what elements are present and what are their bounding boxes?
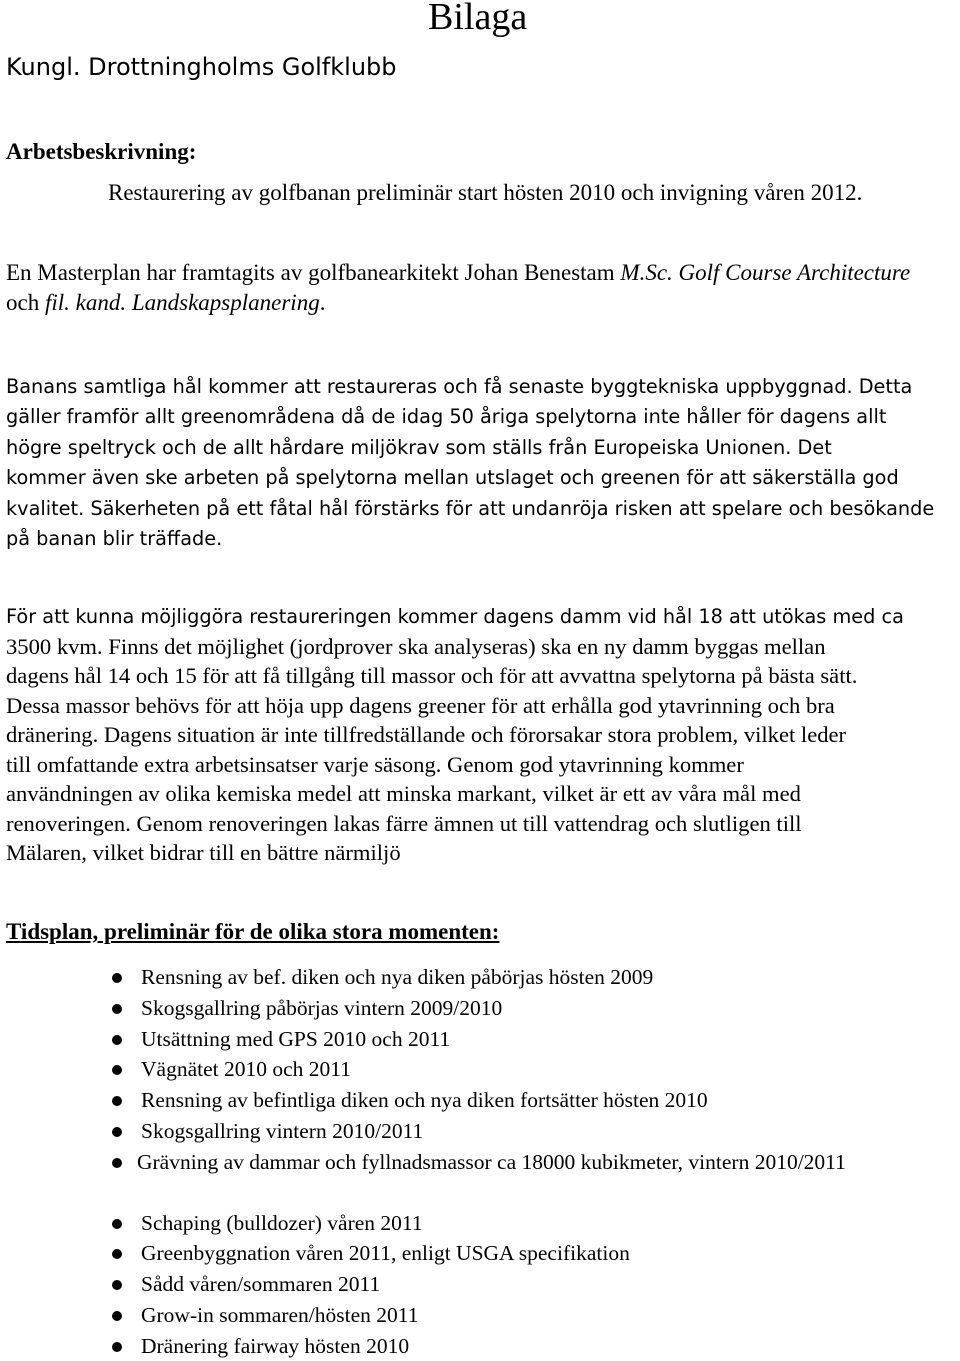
pond-paragraph [6,602,956,868]
schedule-item-text: Sådd våren/sommaren 2011 [141,1272,381,1296]
paragraph-line: dränering. Dagens situation är inte tillfredställande och förorsakar stora problem, vilket leder [6,722,847,747]
schedule-item-text: Rensning av befintliga diken och nya diken fortsätter hösten 2010 [141,1088,708,1112]
restoration-paragraph [6,372,956,554]
schedule-item-text: Skogsgallring påbörjas vintern 2009/2010 [141,996,503,1020]
paragraph-line: renoveringen. Genom renoveringen lakas färre ämnen ut till vattendrag och slutligen till [6,810,802,836]
schedule-item-text: Utsättning med GPS 2010 och 2011 [141,1027,451,1051]
bullet-icon [112,1096,122,1106]
paragraph-line: kommer även ske arbeten på spelytorna mellan utslaget och greenen för att säkerställa god [6,466,899,490]
paragraph-line: användningen av olika kemiska medel att minska markant, vilket är ett av våra mål med [6,781,801,806]
bullet-icon [112,1127,122,1137]
paragraph-line: dagens hål 14 och 15 för att få tillgång till massor och för att avvattna spelytorna på bästa sätt. [6,663,858,688]
schedule-item-text: Grow-in sommaren/hösten 2011 [141,1303,419,1327]
schedule-item-text: Grävning av dammar och fyllnadsmassor ca 18000 kubikmeter, vintern 2010/2011 [137,1150,846,1174]
paragraph-line: 3500 kvm. Finns det möjlighet (jordprover ska analyseras) ska en ny damm byggas mellan [6,633,826,659]
club-name: Kungl. Drottningholms Golfklubb [6,53,397,81]
paragraph-line: kvalitet. Säkerheten på ett fåtal hål förstärks för att undanröja risken att spelare och besökande [6,496,935,520]
bullet-icon [112,1249,122,1259]
masterplan-text-b: och [6,290,45,315]
masterplan-paragraph [6,258,946,318]
masterplan-text-c: . [319,290,326,315]
schedule-item-text: Greenbyggnation våren 2011, enligt USGA specifikation [141,1241,630,1265]
bullet-icon [112,1280,122,1290]
bullet-icon [112,1311,122,1321]
paragraph-line: gäller framför allt greenområdena då de idag 50 åriga spelytorna inte håller för dagens allt [6,405,887,429]
bullet-icon [112,1219,122,1229]
schedule-item-text: Skogsgallring vintern 2010/2011 [141,1119,424,1143]
architect-degree-2: fil. kand. Landskapsplanering [44,290,320,315]
paragraph-line: Banans samtliga hål kommer att restaureras och få senaste byggtekniska uppbyggnad. Detta [6,375,913,398]
paragraph-line: För att kunna möjliggöra restaureringen kommer dagens damm vid hål 18 att utökas med ca [6,605,904,628]
bullet-icon [112,1065,122,1075]
schedule-item-text: Schaping (bulldozer) våren 2011 [141,1211,423,1235]
schedule-item-text: Rensning av bef. diken och nya diken påbörjas hösten 2009 [141,965,654,989]
paragraph-line: Dessa massor behövs för att höja upp dagens greener för att erhålla god ytavrinning och bra [6,692,835,718]
paragraph-line: högre speltryck och de allt hårdare miljökrav som ställs från Europeiska Unionen. Det [6,435,832,459]
project-subtitle: Restaurering av golfbanan preliminär start hösten 2010 och invigning våren 2012. [108,180,863,205]
bullet-icon [112,973,122,983]
tidsplan-heading: Tidsplan, preliminär för de olika stora momenten: [6,919,500,944]
schedule-item-text: Vägnätet 2010 och 2011 [141,1057,351,1081]
schedule-item-text: Dränering fairway hösten 2010 [141,1334,410,1358]
arbetsbeskrivning-heading: Arbetsbeskrivning: [6,139,197,164]
bullet-icon [112,1158,122,1168]
masterplan-text-a: En Masterplan har framtagits av golfbanearkitekt Johan Benestam [6,260,621,285]
paragraph-line: på banan blir träffade. [6,526,223,550]
paragraph-line: Mälaren, vilket bidrar till en bättre närmiljö [6,840,401,865]
paragraph-line: till omfattande extra arbetsinsatser varje säsong. Genom god ytavrinning kommer [6,751,744,777]
bullet-icon [112,1004,122,1014]
architect-degree: M.Sc. Golf Course Architecture [620,260,911,285]
bullet-icon [112,1342,122,1352]
bilaga-label: Bilaga [428,0,528,38]
bullet-icon [112,1035,122,1045]
